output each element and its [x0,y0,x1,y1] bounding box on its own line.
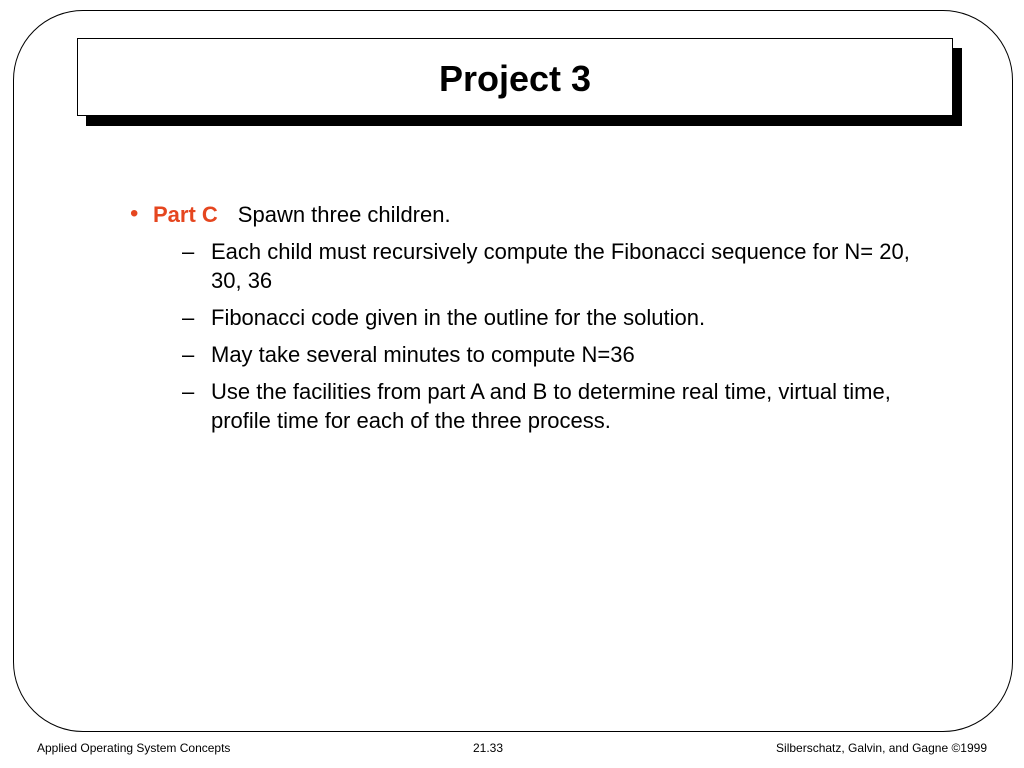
title-box [77,38,953,116]
bullet-dot-icon: • [130,200,139,227]
part-label: Part C [153,202,218,227]
slide-title: Project 3 [438,58,592,99]
dash-icon: – [182,342,195,367]
sub-item [130,303,930,332]
dash-icon: – [182,305,195,330]
bullet-item [130,200,930,229]
sub-item [130,377,930,435]
footer-copyright: Silberschatz, Galvin, and Gagne ©1999 [776,741,987,755]
sub-list [130,237,930,435]
sub-item-text: Each child must recursively compute the Fibonacci sequence for N= 20, 30, 36 [211,239,910,293]
sub-item [130,340,930,369]
dash-icon: – [182,239,195,264]
footer-course: Applied Operating System Concepts [37,741,231,755]
sub-item [130,237,930,295]
sub-item-text: May take several minutes to compute N=36 [211,342,635,367]
sub-item-text: Fibonacci code given in the outline for the solution. [211,305,706,330]
slide-content [130,200,930,443]
sub-item-text: Use the facilities from part A and B to determine real time, virtual time, profile time for each of the three process. [211,379,891,433]
bullet-text: Spawn three children. [237,202,451,227]
footer-page-number: 21.33 [473,741,504,755]
dash-icon: – [182,379,195,404]
